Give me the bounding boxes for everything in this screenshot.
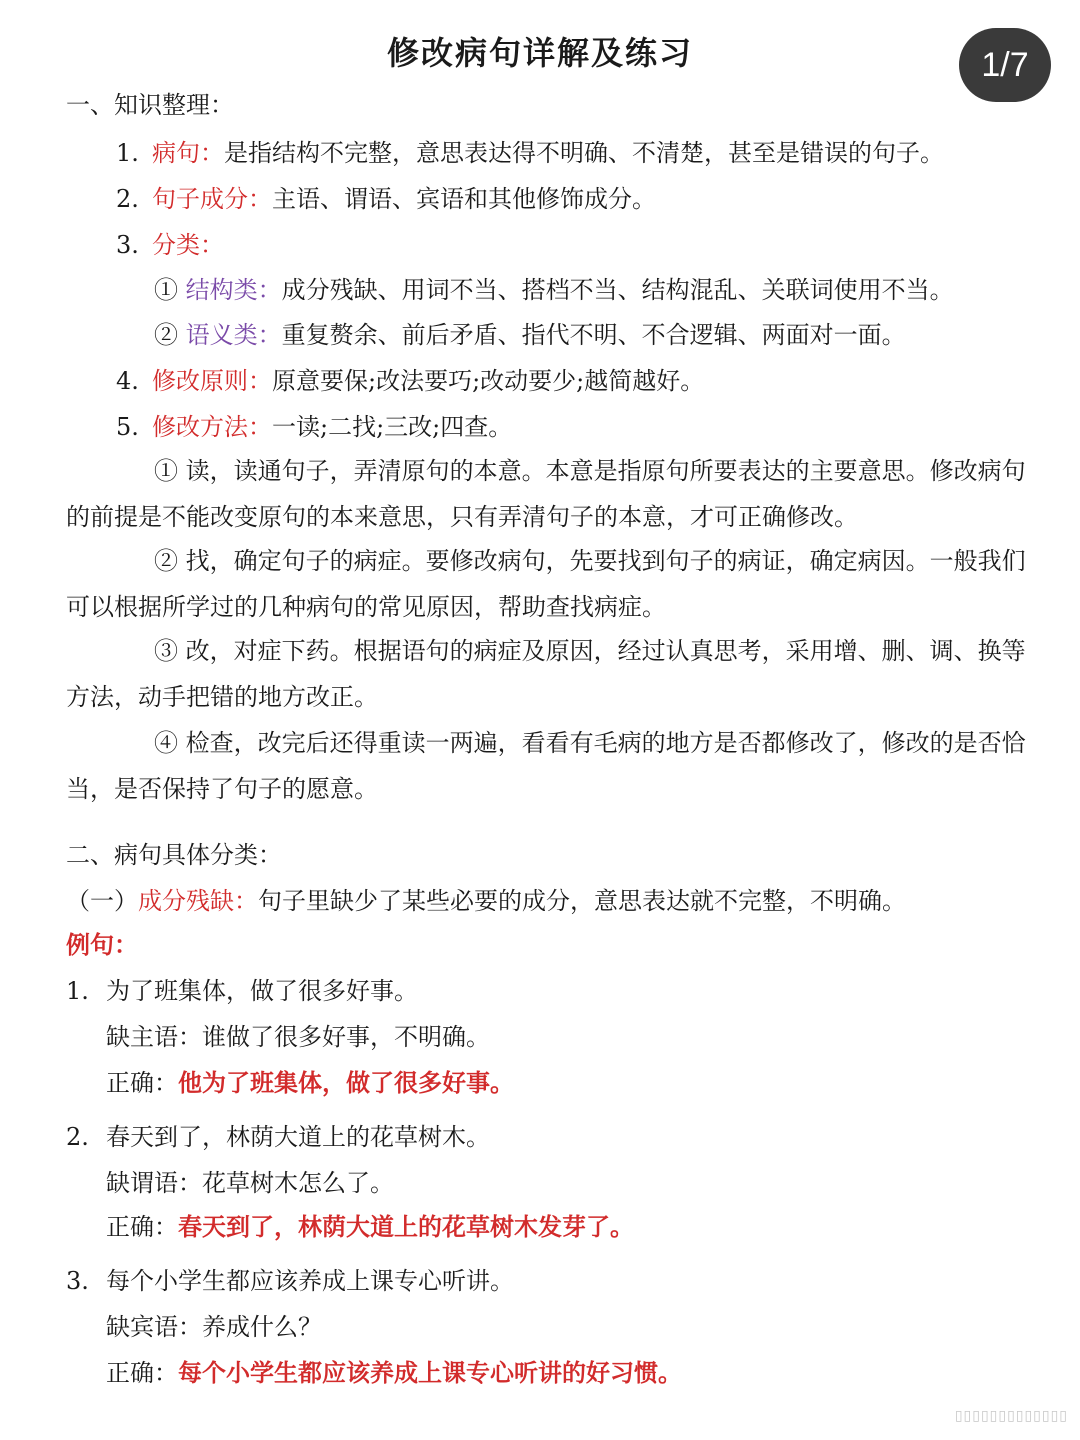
item-text: 一读;二找;三改;四查。 [272, 413, 513, 441]
item-number: 1. [116, 139, 139, 167]
correction-label: 正确： [106, 1359, 178, 1387]
method-step-find: ② 找，确定句子的病症。要修改病句，先要找到句子的病证，确定病因。一般我们可以根据所学过的几种病句的常见原因，帮助查找病症。 [66, 547, 1026, 621]
item-term: 句子成分： [152, 185, 272, 213]
page-counter-badge[interactable]: 1/7 [959, 28, 1051, 102]
example-number: 1. [66, 977, 89, 1005]
category-term: 结构类： [185, 276, 282, 304]
example-issue: 缺主语：谁做了很多好事，不明确。 [106, 1023, 490, 1051]
subsection-heading [66, 884, 906, 918]
item-number: 2. [116, 185, 139, 213]
item-number: 5. [116, 413, 139, 441]
example-text: 春天到了，林荫大道上的花草树木。 [106, 1123, 490, 1151]
example-text: 每个小学生都应该养成上课专心听讲。 [106, 1267, 514, 1295]
page-indicator-dots: ▯▯▯▯▯▯▯▯▯▯▯▯▯ [954, 1408, 1068, 1424]
example-sentence [66, 1120, 490, 1154]
list-item [116, 228, 224, 262]
list-item [116, 182, 656, 216]
list-item [116, 364, 704, 398]
example-correction [106, 1356, 682, 1390]
item-number: 3. [116, 231, 139, 259]
example-issue: 缺宾语：养成什么？ [106, 1313, 322, 1341]
correction-text: 春天到了，林荫大道上的花草树木发芽了。 [178, 1212, 634, 1241]
item-term: 修改方法： [152, 413, 272, 441]
item-text: 是指结构不完整，意思表达得不明确、不清楚，甚至是错误的句子。 [224, 139, 944, 167]
example-sentence [66, 974, 418, 1008]
page-title: 修改病句详解及练习 [386, 34, 693, 72]
example-correction [106, 1210, 634, 1244]
subsection-prefix: （一） [66, 887, 138, 915]
item-term: 病句： [152, 139, 224, 167]
example-number: 3. [66, 1267, 89, 1295]
category-text: 成分残缺、用词不当、搭档不当、结构混乱、关联词使用不当。 [281, 276, 954, 304]
list-item [116, 136, 944, 170]
correction-label: 正确： [106, 1213, 178, 1241]
example-number: 2. [66, 1123, 89, 1151]
section-heading-2: 二、病句具体分类： [66, 841, 282, 869]
example-issue: 缺谓语：花草树木怎么了。 [106, 1169, 394, 1197]
example-text: 为了班集体，做了很多好事。 [106, 977, 418, 1005]
category-item [154, 273, 954, 307]
category-item [154, 318, 906, 352]
correction-text: 每个小学生都应该养成上课专心听讲的好习惯。 [178, 1358, 682, 1387]
correction-label: 正确： [106, 1069, 178, 1097]
method-step-check: ④ 检查，改完后还得重读一两遍，看看有毛病的地方是否都修改了，修改的是否恰当，是否保持了句子的愿意。 [66, 729, 1026, 803]
method-step-read: ① 读，读通句子，弄清原句的本意。本意是指原句所要表达的主要意思。修改病句的前提是不能改变原句的本来意思，只有弄清句子的本意，才可正确修改。 [66, 457, 1026, 531]
subsection-text: 句子里缺少了某些必要的成分，意思表达就不完整，不明确。 [258, 887, 906, 915]
circled-number: ② [154, 321, 178, 349]
subsection-term: 成分残缺： [138, 887, 258, 915]
item-text: 原意要保;改法要巧;改动要少;越简越好。 [272, 367, 705, 395]
method-step-fix: ③ 改，对症下药。根据语句的病症及原因，经过认真思考，采用增、删、调、换等方法，动手把错的地方改正。 [66, 637, 1026, 711]
item-number: 4. [116, 367, 139, 395]
category-term: 语义类： [185, 321, 282, 349]
example-sentence [66, 1264, 514, 1298]
correction-text: 他为了班集体，做了很多好事。 [178, 1068, 514, 1097]
example-label: 例句： [66, 930, 138, 959]
item-term: 分类： [152, 231, 224, 259]
list-item [116, 410, 512, 444]
item-text: 主语、谓语、宾语和其他修饰成分。 [272, 185, 656, 213]
category-text: 重复赘余、前后矛盾、指代不明、不合逻辑、两面对一面。 [281, 321, 906, 349]
circled-number: ① [154, 276, 178, 304]
item-term: 修改原则： [152, 367, 272, 395]
example-correction [106, 1066, 514, 1100]
section-heading-1: 一、知识整理： [66, 91, 234, 119]
